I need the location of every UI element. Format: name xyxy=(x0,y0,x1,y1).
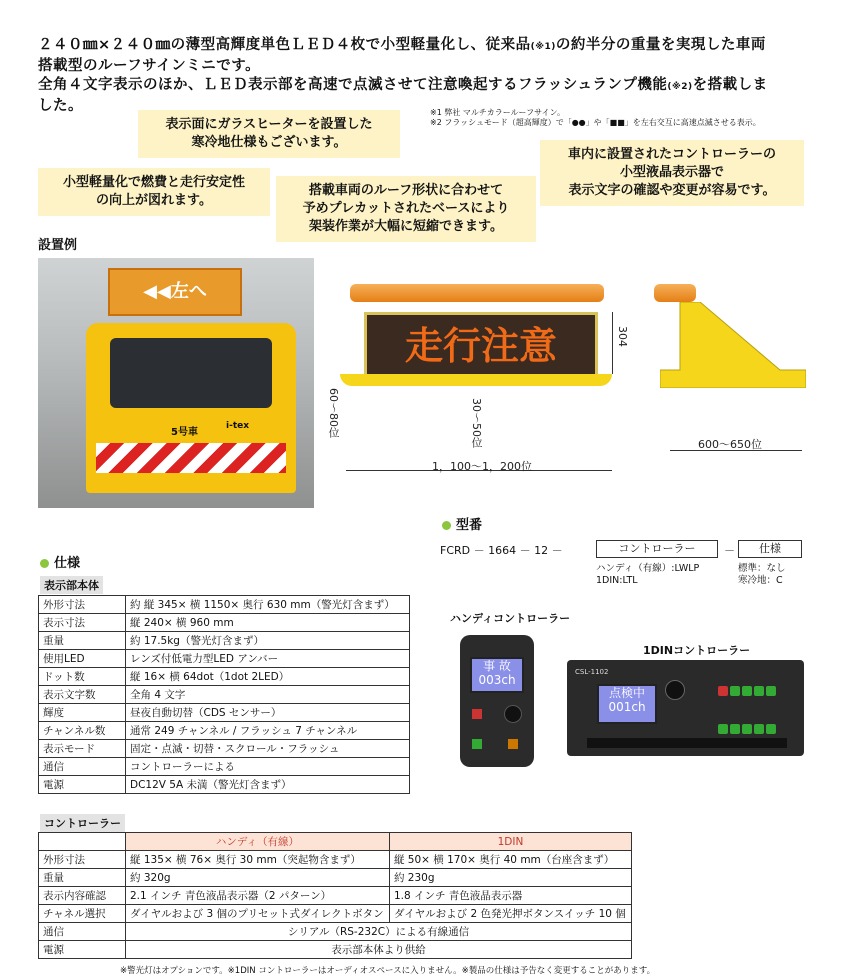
table-row xyxy=(39,905,632,923)
install-title: 設置例 xyxy=(38,238,78,253)
display-table-label: 表示部本体 xyxy=(40,576,103,594)
spec-key: ドット数 xyxy=(39,668,126,686)
table-row xyxy=(39,941,632,959)
din-button-grid xyxy=(717,682,797,739)
spec-key: 重量 xyxy=(39,632,126,650)
spec-value: 縦 16× 横 64dot（1dot 2LED） xyxy=(126,668,410,686)
spec-key: 電源 xyxy=(39,941,126,959)
spec-value: 全角 4 文字 xyxy=(126,686,410,704)
green-button-icon[interactable] xyxy=(472,739,482,749)
spec-key: チャンネル数 xyxy=(39,722,126,740)
dim-width: 1，100～1，200位 xyxy=(432,460,532,473)
orange-button-icon[interactable] xyxy=(508,739,518,749)
diagram-led-sign: 走行注意 xyxy=(364,312,598,380)
col-handy: ハンディ（有線） xyxy=(126,833,390,851)
footnotes: ※1 弊社 マルチカラールーフサイン。 ※2 フラッシュモード（超高輝度）で「●●」や「■■」を左右交互に高速点滅させる表示。 xyxy=(430,108,761,127)
model-spec-options: 標準：なし 寒冷地：C xyxy=(738,563,786,586)
dim-base: 30～50位 xyxy=(470,398,483,448)
front-base xyxy=(340,374,612,386)
spec-key: 表示内容確認 xyxy=(39,887,126,905)
table-row xyxy=(39,614,410,632)
spec-value: レンズ付低電力型LED アンバー xyxy=(126,650,410,668)
spec-value: 約 230g xyxy=(389,869,631,887)
spec-value: 縦 135× 横 76× 奥行 30 mm（突起物含まず） xyxy=(126,851,390,869)
model-controller-options: ハンディ（有線）:LWLP 1DIN:LTL xyxy=(596,563,700,586)
spec-key: 通信 xyxy=(39,758,126,776)
spec-value: 1.8 インチ 青色液晶表示器 xyxy=(389,887,631,905)
spec-value: ダイヤルおよび 2 色発光押ボタンスイッチ 10 個 xyxy=(389,905,631,923)
din-button-icon[interactable] xyxy=(742,686,752,696)
car-stripes xyxy=(96,443,286,473)
bullet-icon xyxy=(40,559,49,568)
din-button-icon[interactable] xyxy=(766,724,776,734)
handy-title: ハンディコントローラー xyxy=(450,612,571,625)
side-base xyxy=(660,302,806,388)
spec-value: 約 320g xyxy=(126,869,390,887)
din-title: 1DINコントローラー xyxy=(643,644,751,657)
table-row xyxy=(39,833,632,851)
spec-key: 表示モード xyxy=(39,740,126,758)
din-bracket xyxy=(587,738,787,748)
spec-value: シリアル（RS-232C）による有線通信 xyxy=(126,923,632,941)
dim-height: 304 xyxy=(616,326,629,347)
model-spec-label: 仕様 xyxy=(738,540,802,558)
car-window xyxy=(110,338,272,408)
table-row xyxy=(39,869,632,887)
table-row xyxy=(39,632,410,650)
table-row xyxy=(39,722,410,740)
handy-controller xyxy=(460,635,534,767)
table-row xyxy=(39,923,632,941)
din-model: CSL-1102 xyxy=(575,668,609,676)
table-row xyxy=(39,758,410,776)
spec-key: 重量 xyxy=(39,869,126,887)
model-dash: － xyxy=(724,544,735,557)
din-button-icon[interactable] xyxy=(742,724,752,734)
din-button-icon[interactable] xyxy=(754,724,764,734)
red-button-icon[interactable] xyxy=(472,709,482,719)
model-title: 型番 xyxy=(442,514,482,533)
spec-key: 使用LED xyxy=(39,650,126,668)
footer-note: ※警光灯はオプションです。※1DIN コントローラーはオーディオスペースに入りません。※製品の仕様は予告なく変更することがあります。 xyxy=(120,966,656,976)
controller-table-label: コントローラー xyxy=(40,814,125,832)
din-button-icon[interactable] xyxy=(754,686,764,696)
spec-key: 表示文字数 xyxy=(39,686,126,704)
spec-key: 通信 xyxy=(39,923,126,941)
warning-light-side xyxy=(654,284,696,302)
dim-depth: 600～650位 xyxy=(698,438,762,451)
col-din: 1DIN xyxy=(389,833,631,851)
spec-value: コントローラーによる xyxy=(126,758,410,776)
spec-value: 縦 240× 横 960 mm xyxy=(126,614,410,632)
din-dial-icon[interactable] xyxy=(665,680,685,700)
roof-callout: 搭載車両のルーフ形状に合わせて 予めプレカットされたベースにより 架装作業が大幅に短縮できます。 xyxy=(276,176,536,242)
spec-value: 昼夜自動切替（CDS センサー） xyxy=(126,704,410,722)
lightweight-callout: 小型軽量化で燃費と走行安定性 の向上が図れます。 xyxy=(38,168,270,216)
spec-value: 約 17.5kg（警光灯含まず） xyxy=(126,632,410,650)
din-screen: 点検中 001ch xyxy=(597,684,657,724)
spec-key: チャネル選択 xyxy=(39,905,126,923)
spec-value: 約 縦 345× 横 1150× 奥行 630 mm（警光灯含まず） xyxy=(126,596,410,614)
intro-text: ２４０㎜×２４０㎜の薄型高輝度単色ＬＥＤ４枚で小型軽量化し、従来品(※1)の約半分の重量を実現した車両 搭載型のルーフサインミニです。 全角４文字表示のほか、ＬＥＤ表示部を高速で点滅させて注意喚起するフラッシュランプ機能(※2)を搭載しま した。 xyxy=(38,37,768,114)
table-row xyxy=(39,650,410,668)
spec-value: 表示部本体より供給 xyxy=(126,941,632,959)
spec-value: 縦 50× 横 170× 奥行 40 mm（台座含まず） xyxy=(389,851,631,869)
car-plate: 5号車 xyxy=(171,427,198,438)
spec-key: 外形寸法 xyxy=(39,851,126,869)
din-button-icon[interactable] xyxy=(718,724,728,734)
dial-icon[interactable] xyxy=(504,705,522,723)
spec-value: 固定・点滅・切替・スクロール・フラッシュ xyxy=(126,740,410,758)
table-row xyxy=(39,668,410,686)
table-row xyxy=(39,596,410,614)
install-photo xyxy=(38,258,314,508)
car-brand: i-tex xyxy=(226,421,250,431)
car-body xyxy=(86,323,296,493)
spec-key: 表示寸法 xyxy=(39,614,126,632)
heater-callout: 表示面にガラスヒーターを設置した 寒冷地仕様もございます。 xyxy=(138,110,400,158)
spec-value: 2.1 インチ 青色液晶表示器（2 パターン） xyxy=(126,887,390,905)
dim-line-height xyxy=(612,312,613,374)
display-spec-table xyxy=(38,595,410,794)
display-callout: 車内に設置されたコントローラーの 小型液晶表示器で 表示文字の確認や変更が容易です。 xyxy=(540,140,804,206)
din-controller xyxy=(567,660,804,756)
table-row xyxy=(39,887,632,905)
spec-value: DC12V 5A 未満（警光灯含まず） xyxy=(126,776,410,794)
spec-title: 仕様 xyxy=(40,552,80,571)
din-button-icon[interactable] xyxy=(730,724,740,734)
table-row xyxy=(39,776,410,794)
table-row xyxy=(39,686,410,704)
din-button-icon[interactable] xyxy=(766,686,776,696)
din-button-icon[interactable] xyxy=(718,686,728,696)
spec-key: 電源 xyxy=(39,776,126,794)
spec-value: 通常 249 チャンネル / フラッシュ 7 チャンネル xyxy=(126,722,410,740)
table-row xyxy=(39,704,410,722)
table-row xyxy=(39,740,410,758)
table-row xyxy=(39,851,632,869)
din-button-icon[interactable] xyxy=(730,686,740,696)
spec-value: ダイヤルおよび 3 個のプリセット式ダイレクトボタン xyxy=(126,905,390,923)
model-controller-label: コントローラー xyxy=(596,540,718,558)
model-code: FCRD － 1664 － 12 － xyxy=(440,544,563,557)
photo-roof-sign: ◀◀左へ xyxy=(108,268,242,316)
dim-side: 60～80位 xyxy=(327,388,340,438)
warning-light-front xyxy=(350,284,604,302)
spec-key: 外形寸法 xyxy=(39,596,126,614)
bullet-icon xyxy=(442,521,451,530)
handy-screen: 事 故 003ch xyxy=(470,657,524,693)
controller-spec-table xyxy=(38,832,632,959)
spec-key: 輝度 xyxy=(39,704,126,722)
